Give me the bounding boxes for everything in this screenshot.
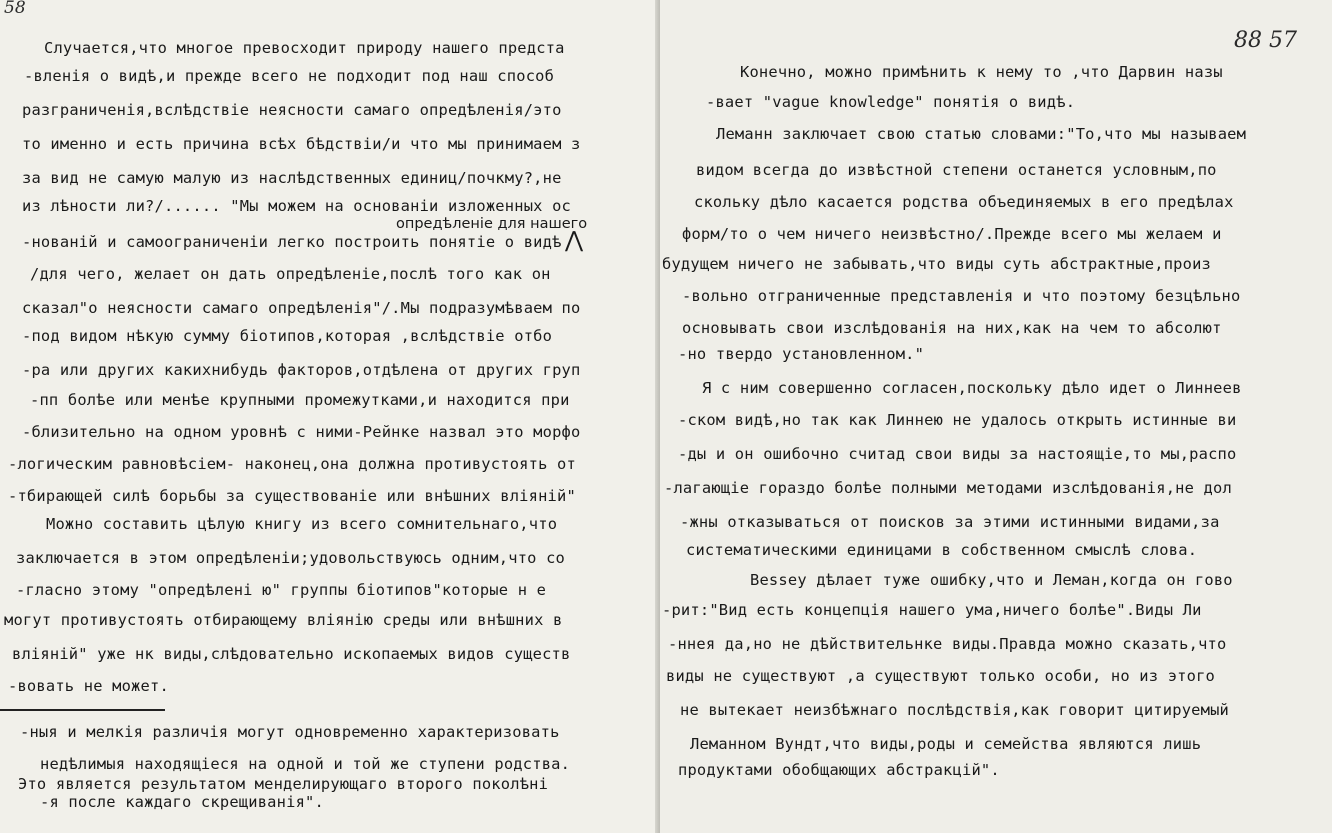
right-line-10: -но твердо установленном." <box>678 345 925 363</box>
handwritten-insertion: опредѣленiе для нашего <box>396 216 588 232</box>
left-page <box>0 0 660 833</box>
left-line-5: за вид не самую малую из наслѣдственных единиц/почкму?,не <box>22 169 562 187</box>
right-line-12: -ском видѣ,но так как Линнею не удалось открыть истинные ви <box>678 411 1237 429</box>
right-line-1: Конечно, можно примѣнить к нему то ,что Дарвин назы <box>740 63 1223 81</box>
footnote-line-2: недѣлимыя находящiеся на одной и той же ступени родства. <box>40 755 571 773</box>
left-page-number: 58 <box>4 0 26 18</box>
right-line-21: не вытекает неизбѣжнаго послѣдствiя,как говорит цитируемый <box>680 701 1230 719</box>
left-line-8: /для чего, желает он дать опредѣленiе,послѣ того как он <box>30 265 551 283</box>
left-line-17: заключается в этом опредѣленiи;удовольствуюсь одним,что со <box>16 549 566 567</box>
left-line-11: -ра или других какихнибудь факторов,отдѣлена от других груп <box>22 361 581 379</box>
right-line-23: продуктами обобщающих абстракцiй". <box>678 761 1000 779</box>
right-line-16: систематическими единицами в собственном смыслѣ слова. <box>686 541 1198 559</box>
footnote-line-4: -я после каждаго скрещиванiя". <box>40 793 324 811</box>
right-line-17: Bessey дѣлает туже ошибку,что и Леман,когда он гово <box>750 571 1233 589</box>
right-line-9: основывать свои изслѣдованiя на них,как на чем то абсолют <box>682 319 1222 337</box>
left-line-9: сказал"о неясности самаго опредѣленiя"/.Мы подразумѣваем по <box>22 299 581 317</box>
right-line-3: Леманн заключает свою статью словами:"То,что мы называем <box>716 125 1247 143</box>
left-line-18: -гласно этому "опредѣленi ю" группы бiотипов"которые н е <box>16 581 547 599</box>
left-line-1: Случается,что многое превосходит природу нашего предста <box>44 39 565 57</box>
footnote-divider <box>0 709 165 711</box>
right-line-13: -ды и он ошибочно считад свои виды за настоящiе,то мы,распо <box>678 445 1237 463</box>
left-line-12: -пп болѣе или менѣе крупными промежутками,и находится при <box>30 391 570 409</box>
right-page <box>660 0 1332 833</box>
right-line-14: -лагающiе гораздо болѣе полными методами изслѣдованiя,не дол <box>664 479 1232 497</box>
right-line-8: -вольно отграниченные представленiя и что поэтому безцѣльно <box>682 287 1241 305</box>
right-line-4: видом всегда до извѣстной степени останется условным,по <box>696 161 1217 179</box>
left-line-4: то именно и есть причина всѣх бѣдствiи/и что мы принимаем з <box>22 135 581 153</box>
left-line-10: -под видом нѣкую сумму бiотипов,которая ,вслѣдствiе отбо <box>22 327 553 345</box>
left-line-21: -вовать не может. <box>8 677 169 695</box>
right-line-20: виды не существуют ,а существуют только особи, но из этого <box>666 667 1216 685</box>
left-line-20: влiянiй" уже нк виды,слѣдовательно ископаемых видов существ <box>12 645 571 663</box>
right-line-22: Леманном Вундт,что виды,роды и семейства являются лишь <box>690 735 1202 753</box>
left-line-13: -близительно на одном уровнѣ с ними-Рейнке назвал это морфо <box>22 423 581 441</box>
right-line-2: -вает "vague knowledge" понятiя о видѣ. <box>706 93 1076 111</box>
right-line-11: Я с ним совершенно согласен,поскольку дѣло идет о Линнеев <box>702 379 1242 397</box>
left-line-15: -тбирающей силѣ борьбы за существованiе или внѣшних влiянiй" <box>8 487 576 505</box>
left-line-19: могут противустоять отбирающему влiянiю среды или внѣшних в <box>4 611 563 629</box>
right-line-6: форм/то о чем ничего неизвѣстно/.Прежде всего мы желаем и <box>682 225 1222 243</box>
footnote-line-1: -ныя и мелкiя различiя могут одновременно характеризовать <box>20 723 560 741</box>
left-line-14: -логическим равновѣсiем- наконец,она должна противустоять от <box>8 455 576 473</box>
right-line-18: -рит:"Вид есть концепцiя нашего ума,ничего болѣе".Виды Ли <box>662 601 1202 619</box>
right-line-19: -ннея да,но не дѣйствительнке виды.Правда можно сказать,что <box>668 635 1227 653</box>
left-line-3: разграниченiя,вслѣдствiе неясности самаго опредѣленiя/это <box>22 101 562 119</box>
left-line-2: -вленiя о видѣ,и прежде всего не подходит под наш способ <box>24 67 555 85</box>
right-page-number: 88 57 <box>1234 28 1297 53</box>
left-line-6: из лѣности ли?/...... "Мы можем на основанiи изложенных ос <box>22 197 572 215</box>
right-line-7: будущем ничего не забывать,что виды суть абстрактные,произ <box>662 255 1212 273</box>
right-line-15: -жны отказываться от поисков за этими истинными видами,за <box>680 513 1220 531</box>
left-line-16: Можно составить цѣлую книгу из всего сомнительнаго,что <box>46 515 558 533</box>
insertion-caret: ⋀ <box>565 228 584 253</box>
footnote-line-3: Это является результатом менделирующаго второго поколѣнi <box>18 775 549 793</box>
right-line-5: скольку дѣло касается родства объединяемых в его предѣлах <box>694 193 1234 211</box>
left-line-7: -нованiй и самоограниченiи легко построить понятiе о видѣ <box>22 233 562 251</box>
